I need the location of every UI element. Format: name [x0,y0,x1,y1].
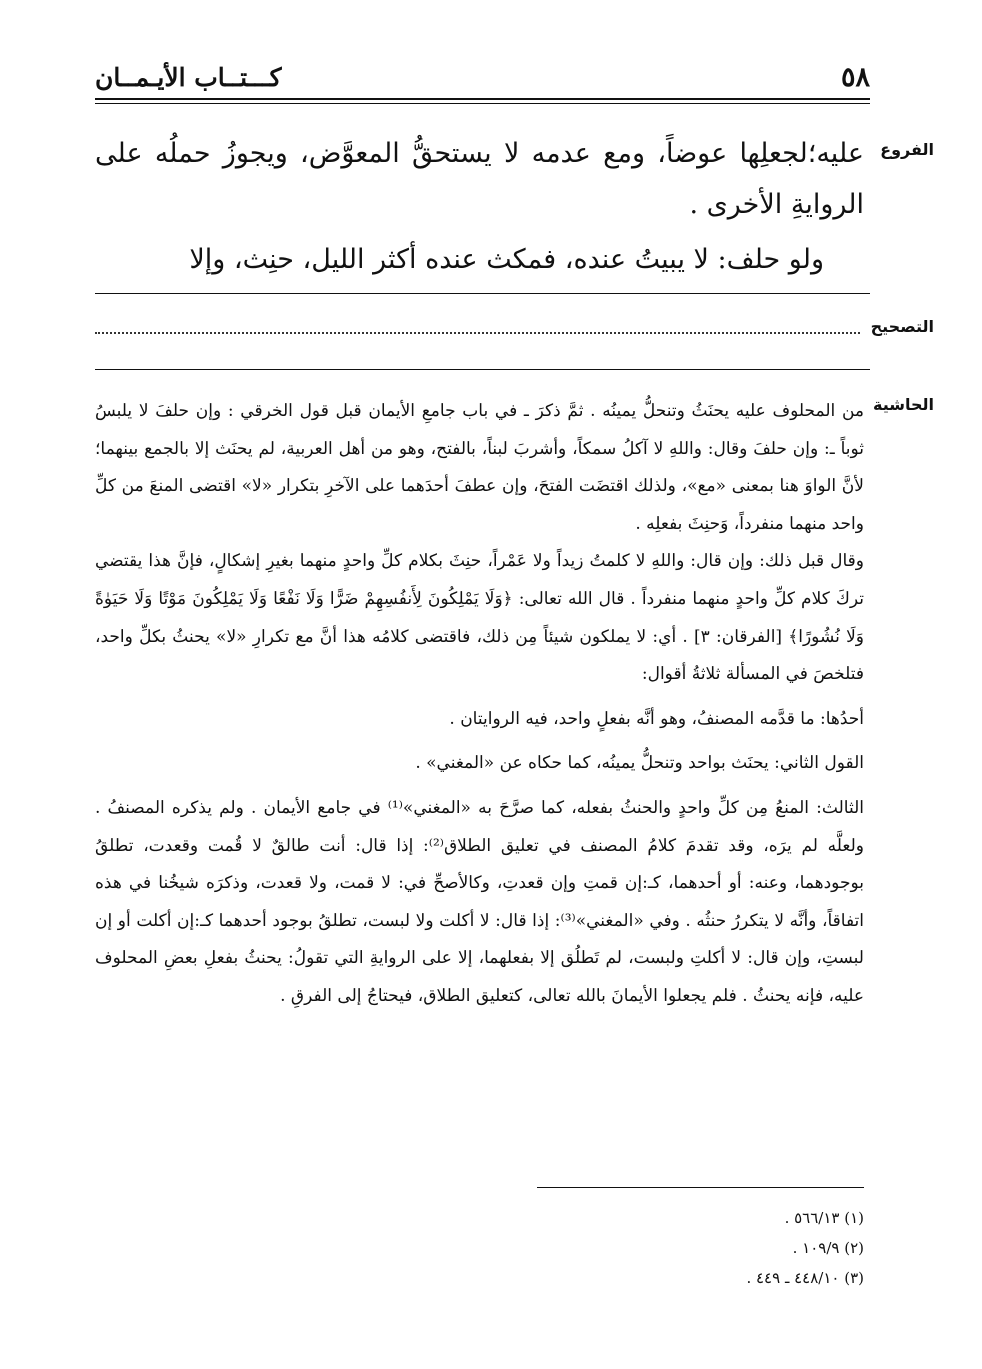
furu-paragraph: عليه؛لجعلِها عوضاً، ومع عدمه لا يستحقُّ المعوَّض، ويجوزُ حملُه على الروايةِ الأخرى . [95,138,864,220]
tashih-label: التصحيح [870,317,934,336]
tashih-dotted-line [95,332,860,334]
header-rule [95,98,870,104]
hashiya-label: الحاشية [873,395,934,414]
footnote-rule [537,1187,864,1188]
hashiya-paragraph: أحدُها: ما قدَّمه المصنفُ، وهو أنَّه بفعلٍ واحد، فيه الروايتان . [449,708,864,729]
footnotes [95,1203,864,1293]
hashiya-paragraph: الثالث: المنعُ مِن كلِّ واحدٍ والحنثُ بفعله، كما صرَّحَ به «المغني»⁽¹⁾ في جامع الأيمان . ولم يذكره المصنفُ . ولعلَّه لم يرَه، وقد تقدمَ كلامُ المصنف في تعليق الطلاق⁽²⁾: إذا قال: أنت طالقٌ لا قُمت وقعدت، تطلقُ بوجودهما، وعنه: أو أحدهما، كـ:إن قمتِ وإن قعدتِ، وكالأصحِّ في: لا قمت، ولا قعدت، وذكرَه شيخُنا في هذه اتفاقاً، وأنَّه لا يتكررُ حنثُه . وفي «المغني»⁽³⁾: إذا قال: لا أكلت ولا لبست، تطلقُ بوجود أحدهما كـ:إن أكلت أو إن لبستِ، وإن قال: لا أكلتِ ولبست، لم تَطلُق إلا بفعلهما، إلا على الروايةِ التي تقولُ: يحنثُ بفعلِ بعضِ المحلوف عليه، فإنه يحنثُ . فلم يجعلوا الأيمانَ بالله تعالى، كتعليق الطلاق، فيحتاجُ إلى الفرقِ . [95,797,865,1006]
footnote: (٢) ١٠٩/٩ . [792,1239,864,1257]
furu-text [95,128,864,285]
footnote: (١) ٥٦٦/١٣ . [784,1209,864,1227]
running-header [95,60,870,96]
hashiya-paragraph: من المحلوف عليه يحنَثُ وتنحلُّ يمينُه . ثمَّ ذكرَ ـ في باب جامعِ الأيمان قبل قول الخرقي : وإن حلفَ لا يلبسُ ثوباً ـ: وإن حلفَ وقال: واللهِ لا آكلُ سمكاً، وأشربَ لبناً، بالفتح، وهو من أهل العربية، لم يحنَث إلا بالجمع بينهما؛ لأنَّ الواوَ هنا بمعنى «مع»، ولذلك اقتضَت الفتحَ، وإن عطفَ أحدَهما على الآخرِ بتكرار «لا» اقتضى المنعَ من كلِّ واحد منهما منفرداً، وَحنِثَ بفعلِه . [95,401,864,534]
furu-paragraph: ولو حلف: لا يبيتُ عنده، فمكث عنده أكثر الليل، حنِث، وإلا [189,244,824,275]
page-number: ٥٨ [840,62,870,93]
furu-bottom-rule [95,293,870,294]
hashiya-text [95,393,864,1016]
footnote: (٣) ٤٤٨/١٠ ـ ٤٤٩ . [746,1269,864,1287]
book-title: كـــتــاب الأيـمــان [95,63,282,92]
furu-label: الفروع [880,140,934,159]
hashiya-paragraph: وقال قبل ذلك: وإن قال: واللهِ لا كلمتُ زيداً ولا عَمْراً، حنِثَ بكلام كلِّ واحدٍ منهما بغيرِ إشكالٍ، فإنَّ هذا يقتضي تركَ كلام كلِّ واحدٍ منهما منفرداً . قال الله تعالى: ﴿وَلَا يَمْلِكُونَ لِأَنفُسِهِمْ ضَرًّا وَلَا نَفْعًا وَلَا يَمْلِكُونَ مَوْتًا وَلَا حَيَوٰةً وَلَا نُشُورًا﴾ [الفرقان: ٣] . أي: لا يملكون شيئاً مِن ذلك، فاقتضى كلامُه هذا أنَّ مع تكرارِ «لا» يحنثُ بكلِّ واحد، فتلخصَ في المسألة ثلاثةُ أقوال: [95,551,864,685]
tashih-bottom-rule [95,369,870,370]
hashiya-paragraph: القول الثاني: يحنَث بواحد وتنحلُّ يمينُه، كما حكاه عن «المغني» . [415,753,864,774]
